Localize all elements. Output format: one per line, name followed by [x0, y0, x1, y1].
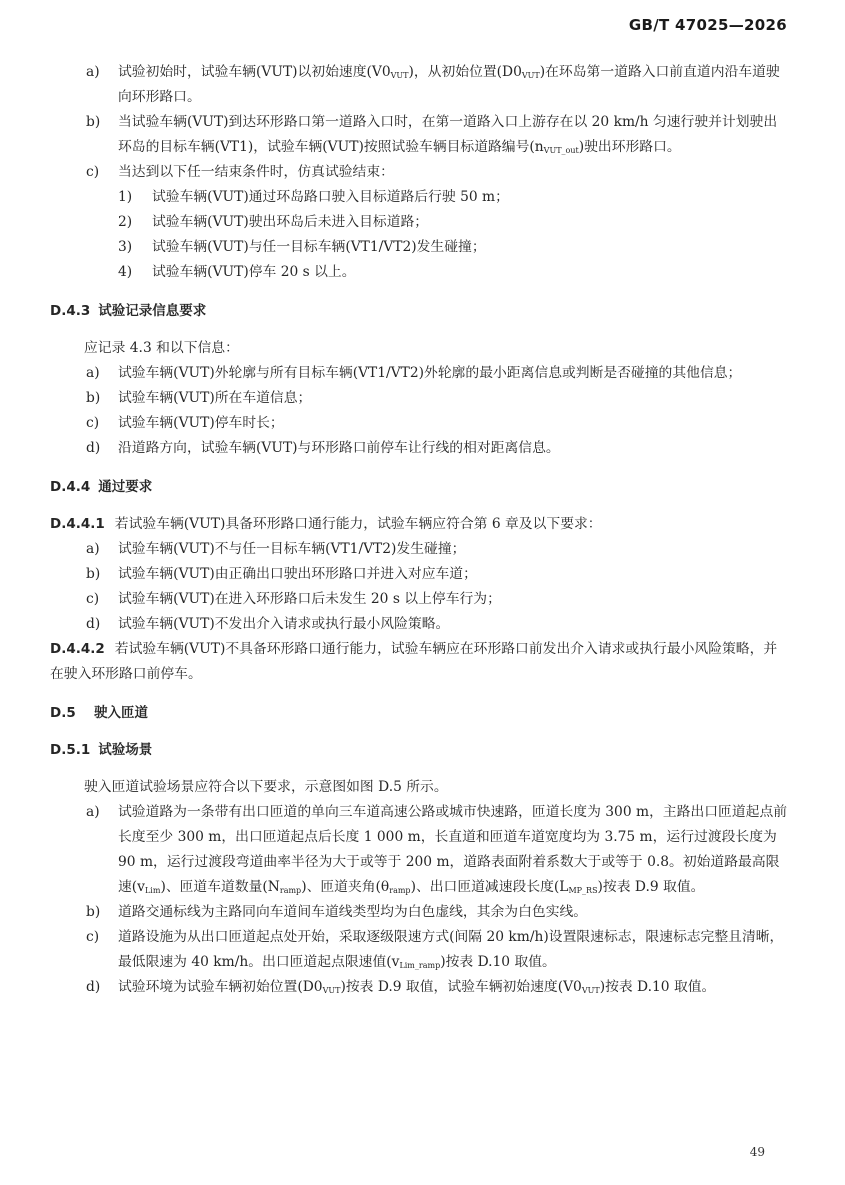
item-marker: a) — [86, 804, 100, 820]
item-text: 试验环境为试验车辆初始位置(D0 — [118, 979, 323, 995]
item-marker: d) — [86, 979, 101, 995]
item-marker: c) — [86, 591, 100, 607]
page-content — [50, 60, 790, 1000]
section-title: 试验场景 — [98, 742, 153, 758]
item-text: )按表 D.10 取值。 — [599, 979, 716, 995]
section-title: 试验记录信息要求 — [98, 303, 207, 319]
item-text: )、匝道车道数量(N — [160, 879, 280, 895]
subscript: VUT — [390, 71, 409, 80]
item-marker: b) — [86, 114, 101, 130]
section-number: D.5.1 — [50, 742, 91, 758]
item-marker: a) — [86, 365, 100, 381]
item-text: 试验车辆(VUT)停车 20 s 以上。 — [152, 264, 356, 280]
section-heading — [50, 475, 790, 500]
sub-list-item — [84, 260, 790, 285]
clause-text: 若试验车辆(VUT)具备环形路口通行能力，试验车辆应符合第 6 章及以下要求： — [114, 516, 602, 532]
list-item — [84, 975, 790, 1000]
item-text: )按表 D.9 取值。 — [597, 879, 705, 895]
item-marker: c) — [86, 929, 100, 945]
subscript: VUT — [581, 986, 600, 995]
page-number: 49 — [749, 1145, 765, 1159]
item-text: 试验车辆(VUT)由正确出口驶出环形路口并进入对应车道； — [118, 566, 477, 582]
sub-list-item — [84, 235, 790, 260]
item-marker: 1) — [118, 189, 133, 205]
paragraph: 应记录 4.3 和以下信息： — [84, 340, 239, 356]
item-text: 试验车辆(VUT)在进入环形路口后未发生 20 s 以上停车行为； — [118, 591, 501, 607]
subscript: VUT — [521, 71, 540, 80]
clause — [50, 512, 790, 537]
item-marker: c) — [86, 164, 100, 180]
item-text: 试验初始时，试验车辆(VUT)以初始速度(V0 — [118, 64, 391, 80]
item-text: 沿道路方向，试验车辆(VUT)与环形路口前停车让行线的相对距离信息。 — [118, 440, 560, 456]
list-item — [84, 587, 790, 612]
standard-code: GB/T 47025—2026 — [628, 16, 787, 34]
section-heading — [50, 299, 790, 324]
item-text: 试验道路为一条带有出口匝道的单向三车道高速公路或城市快速路，匝道长度为 300 m，主路出口匝道起点前长度至少 300 m，出口匝道起点后长度 1 000 m，长直道和匝道车道宽度均为 3.75 m，运行过渡段长度为 90 m，运行过渡段弯道曲率半径为大于或等于 200 m，道路表面附着系数大于或等于 0.8。初始道路最高限速(v — [118, 804, 788, 895]
item-marker: a) — [86, 64, 100, 80]
subscript: VUT — [322, 986, 341, 995]
section-number: D.4.3 — [50, 303, 91, 319]
section-number: D.4.4 — [50, 479, 91, 495]
subscript: ramp — [389, 886, 411, 895]
list-item — [84, 361, 790, 386]
clause-number: D.4.4.1 — [50, 516, 105, 532]
subscript: Lim — [144, 886, 161, 895]
item-marker: 4) — [118, 264, 133, 280]
item-marker: d) — [86, 616, 101, 632]
item-marker: d) — [86, 440, 101, 456]
item-marker: b) — [86, 566, 101, 582]
list-item — [84, 436, 790, 461]
item-text: 试验车辆(VUT)不与任一目标车辆(VT1/VT2)发生碰撞； — [118, 541, 466, 557]
sub-list-item — [84, 185, 790, 210]
sub-list-item — [84, 210, 790, 235]
list-item — [84, 160, 790, 185]
clause-text: 若试验车辆(VUT)不具备环形路口通行能力，试验车辆应在环形路口前发出介入请求或执行最小风险策略，并在驶入环形路口前停车。 — [50, 641, 778, 682]
item-text: )、出口匝道减速段长度(L — [410, 879, 569, 895]
item-text: )，从初始位置(D0 — [408, 64, 522, 80]
item-text: )驶出环形路口。 — [578, 139, 681, 155]
list-item — [84, 900, 790, 925]
section-title: 驶入匝道 — [94, 705, 148, 721]
item-text: 试验车辆(VUT)不发出介入请求或执行最小风险策略。 — [118, 616, 450, 632]
section-heading — [50, 701, 790, 726]
item-text: 试验车辆(VUT)通过环岛路口驶入目标道路后行驶 50 m； — [152, 189, 509, 205]
list-item — [84, 925, 790, 975]
item-text: 试验车辆(VUT)外轮廓与所有目标车辆(VT1/VT2)外轮廓的最小距离信息或判断是否碰撞的其他信息； — [118, 365, 742, 381]
item-text: 道路交通标线为主路同向车道间车道线类型均为白色虚线，其余为白色实线。 — [118, 904, 588, 920]
section-number: D.5 — [50, 705, 76, 721]
list-item — [84, 612, 790, 637]
paragraph: 驶入匝道试验场景应符合以下要求，示意图如图 D.5 所示。 — [84, 779, 448, 795]
item-text: 试验车辆(VUT)停车时长； — [118, 415, 284, 431]
item-text: )在环岛第一道路入口前直道内沿车道驶向环形路口。 — [118, 64, 780, 105]
item-marker: 2) — [118, 214, 133, 230]
list-item — [84, 60, 790, 110]
item-marker: b) — [86, 904, 101, 920]
clause-number: D.4.4.2 — [50, 641, 105, 657]
item-marker: c) — [86, 415, 100, 431]
item-text: 试验车辆(VUT)驶出环岛后未进入目标道路； — [152, 214, 429, 230]
item-text: )按表 D.10 取值。 — [440, 954, 556, 970]
section-title: 通过要求 — [98, 479, 153, 495]
item-text: 道路设施为从出口匝道起点处开始，采取逐级限速方式(间隔 20 km/h)设置限速标志，限速标志完整且清晰，最低限速为 40 km/h。出口匝道起点限速值(v — [118, 929, 784, 970]
subscript: VUT_out — [543, 146, 579, 155]
list-item — [84, 411, 790, 436]
item-text: )按表 D.9 取值，试验车辆初始速度(V0 — [340, 979, 582, 995]
item-marker: 3) — [118, 239, 133, 255]
list-item — [84, 537, 790, 562]
item-text: 试验车辆(VUT)与任一目标车辆(VT1/VT2)发生碰撞； — [152, 239, 486, 255]
list-item — [84, 800, 790, 900]
item-text: 当试验车辆(VUT)到达环形路口第一道路入口时，在第一道路入口上游存在以 20 km/h 匀速行驶并计划驶出环岛的目标车辆(VT1)，试验车辆(VUT)按照试验车辆目标道路编号(n — [118, 114, 778, 155]
item-text: 试验车辆(VUT)所在车道信息； — [118, 390, 312, 406]
list-item — [84, 562, 790, 587]
item-marker: a) — [86, 541, 100, 557]
subscript: MP_RS — [568, 886, 598, 895]
list-item — [84, 386, 790, 411]
subscript: Lim_ramp — [399, 961, 441, 970]
subsection-heading — [50, 738, 790, 763]
item-text: )、匝道夹角(θ — [301, 879, 390, 895]
list-item — [84, 110, 790, 160]
item-marker: b) — [86, 390, 101, 406]
item-text: 当达到以下任一结束条件时，仿真试验结束： — [118, 164, 394, 180]
subscript: ramp — [279, 886, 302, 895]
clause — [50, 637, 790, 687]
